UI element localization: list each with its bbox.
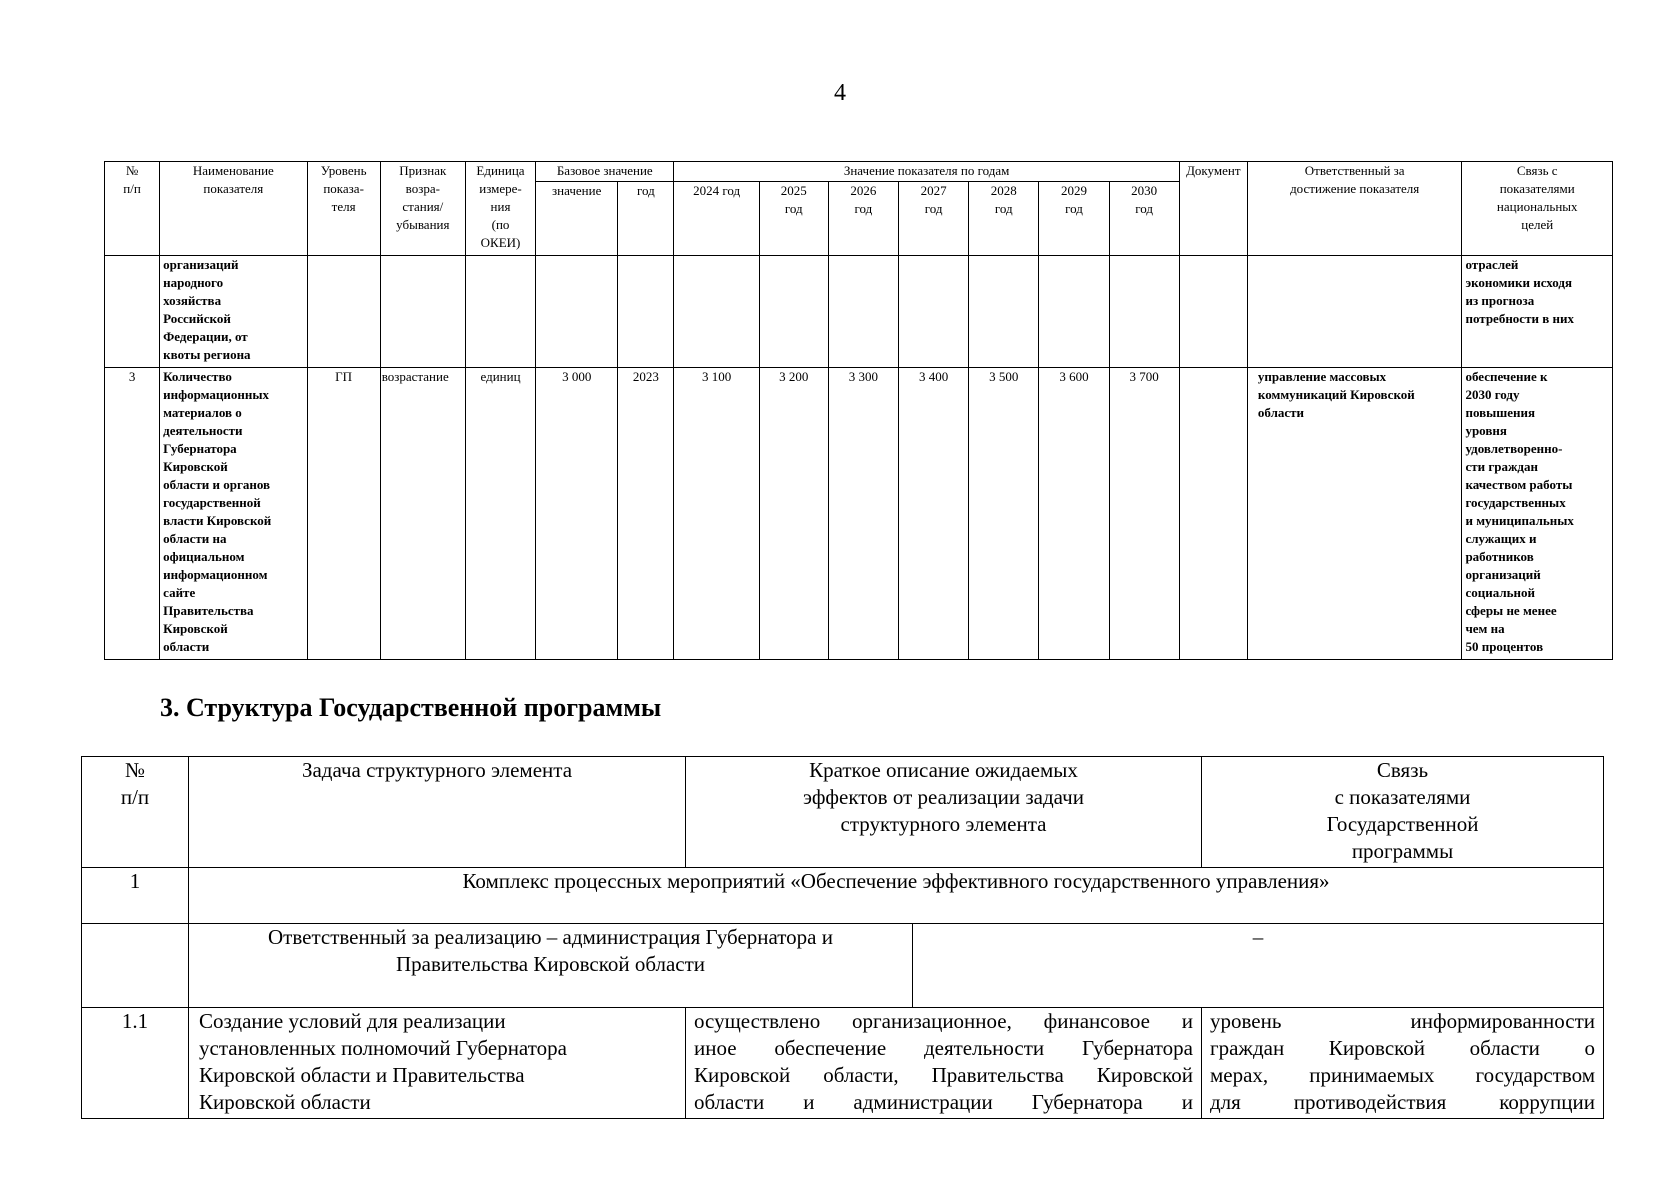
structure-table	[81, 756, 1604, 1119]
header-2025: 2025 год	[759, 182, 828, 256]
structure-header-num: № п/п	[82, 757, 189, 868]
structure-header-row	[82, 757, 1604, 868]
structure-row1-1-link: уровень информированности граждан Кировской области о мерах, принимаемых государством для противодействия коррупции	[1202, 1008, 1604, 1119]
row3-2029: 3 600	[1039, 368, 1109, 660]
header-link: Связь с показателями национальных целей	[1462, 162, 1613, 256]
header-base-value: значение	[536, 182, 618, 256]
structure-responsible-text: Ответственный за реализацию – администрация Губернатора и Правительства Кировской области	[189, 924, 913, 1008]
table-row-3	[105, 368, 1613, 660]
row3-num: 3	[105, 368, 160, 660]
header-num: № п/п	[105, 162, 160, 256]
row3-2026: 3 300	[828, 368, 898, 660]
row3-name: Количество информационных материалов о деятельности Губернатора Кировской области и органов государственной власти Кировской области на официальном информационном сайте Правительства Кировской области	[160, 368, 307, 660]
structure-row1-title: Комплекс процессных мероприятий «Обеспечение эффективного государственного управления»	[189, 868, 1604, 924]
row3-base-value: 3 000	[536, 368, 618, 660]
header-2026: 2026 год	[828, 182, 898, 256]
structure-row-1	[82, 868, 1604, 924]
row3-2027: 3 400	[899, 368, 969, 660]
header-2028: 2028 год	[969, 182, 1039, 256]
header-document: Документ	[1179, 162, 1247, 256]
header-2024: 2024 год	[674, 182, 759, 256]
continuation-name: организаций народного хозяйства Российской Федерации, от квоты региона	[160, 256, 307, 368]
header-base-group: Базовое значение	[536, 162, 674, 182]
table-row-continuation	[105, 256, 1613, 368]
row3-link: обеспечение к 2030 году повышения уровня удовлетворенно- сти граждан качеством работы государственных и муниципальных служащих и работников организаций социальной сферы не менее чем на 50 процентов	[1462, 368, 1613, 660]
row3-2028: 3 500	[969, 368, 1039, 660]
header-years-group: Значение показателя по годам	[674, 162, 1179, 182]
header-unit: Единица измере- ния (по ОКЕИ)	[465, 162, 535, 256]
header-2027: 2027 год	[899, 182, 969, 256]
header-2029: 2029 год	[1039, 182, 1109, 256]
row3-2025: 3 200	[759, 368, 828, 660]
row3-unit: единиц	[465, 368, 535, 660]
row3-trend: возрастание	[380, 368, 465, 660]
structure-header-task: Задача структурного элемента	[189, 757, 686, 868]
row3-2030: 3 700	[1109, 368, 1179, 660]
section-heading: 3. Структура Государственной программы	[160, 693, 662, 722]
structure-row1-1-effects: осуществлено организационное, финансовое и иное обеспечение деятельности Губернатора Кировской области, Правительства Кировской области и администрации Губернатора и	[686, 1008, 1202, 1119]
indicator-table	[104, 161, 1613, 660]
header-level: Уровень показа- теля	[307, 162, 380, 256]
row3-level: ГП	[307, 368, 380, 660]
row3-2024: 3 100	[674, 368, 759, 660]
row3-document	[1179, 368, 1247, 660]
header-base-year: год	[618, 182, 674, 256]
header-name: Наименование показателя	[160, 162, 307, 256]
structure-header-effects: Краткое описание ожидаемых эффектов от реализации задачи структурного элемента	[686, 757, 1202, 868]
structure-responsible-row	[82, 924, 1604, 1008]
structure-row1-1-task: Создание условий для реализации установленных полномочий Губернатора Кировской области и Правительства Кировской области	[189, 1008, 686, 1119]
structure-row1-1-num: 1.1	[82, 1008, 189, 1119]
header-2030: 2030 год	[1109, 182, 1179, 256]
header-trend: Признак возра- стания/ убывания	[380, 162, 465, 256]
structure-responsible-value: –	[913, 924, 1604, 1008]
row3-base-year: 2023	[618, 368, 674, 660]
continuation-link: отраслей экономики исходя из прогноза потребности в них	[1462, 256, 1613, 368]
structure-header-link: Связь с показателями Государственной программы	[1202, 757, 1604, 868]
page-number: 4	[834, 80, 846, 106]
row3-responsible: управление массовых коммуникаций Кировской области	[1247, 368, 1462, 660]
structure-row-1-1	[82, 1008, 1604, 1119]
structure-row1-num: 1	[82, 868, 189, 924]
header-responsible: Ответственный за достижение показателя	[1247, 162, 1462, 256]
